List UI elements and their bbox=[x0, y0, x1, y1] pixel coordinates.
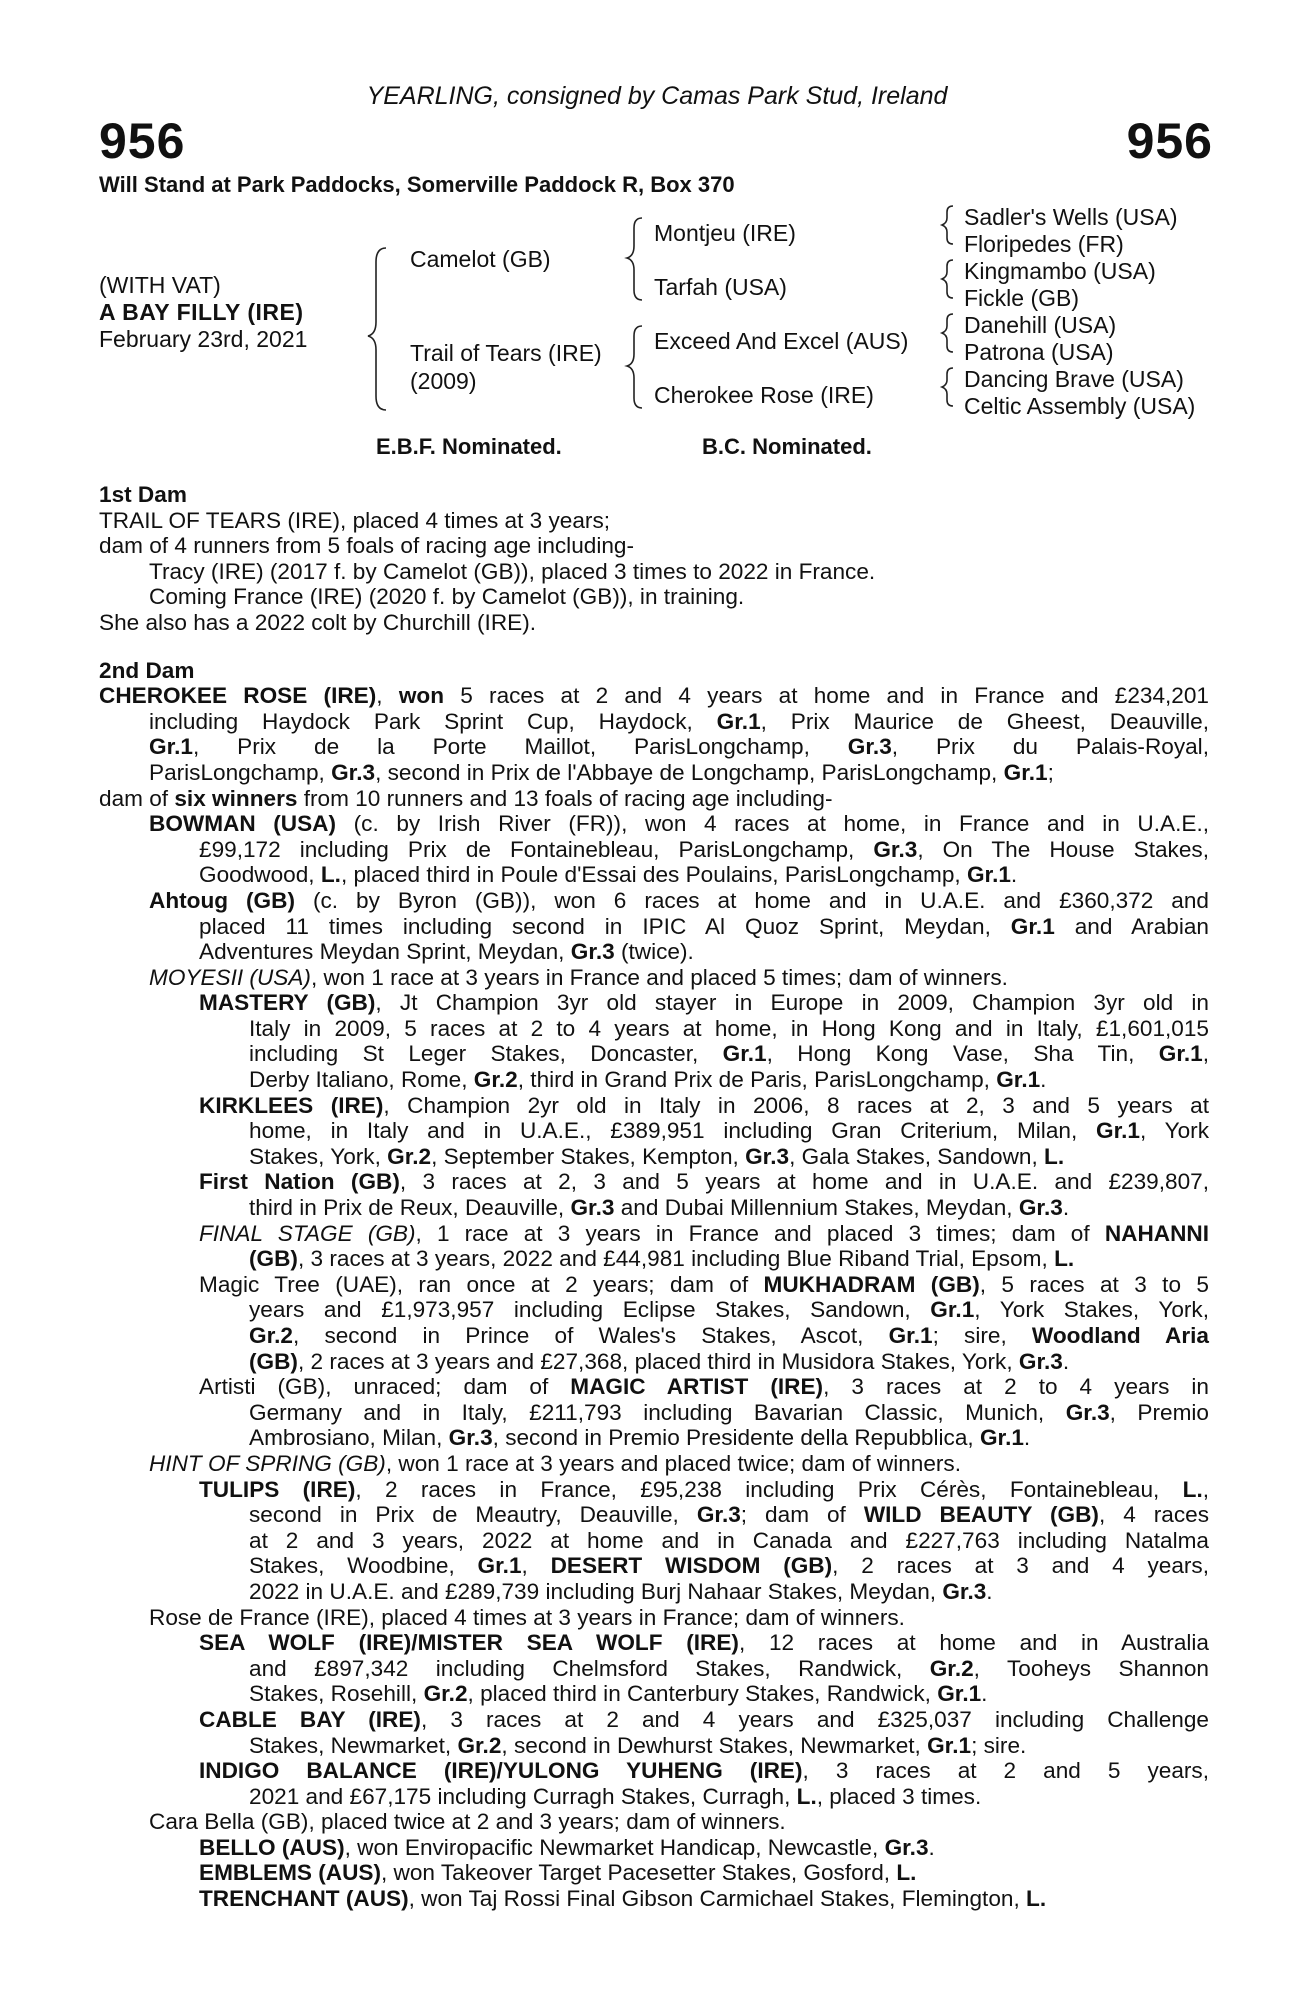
progeny-entry: Stakes, Rosehill, Gr.2, placed third in Canterbury Stakes, Randwick, Gr.1. bbox=[249, 1681, 988, 1707]
progeny-entry: CABLE BAY (IRE), 3 races at 2 and 4 years and £325,037 including Challenge bbox=[199, 1706, 1209, 1732]
progeny-entry: Rose de France (IRE), placed 4 times at 3 years in France; dam of winners. bbox=[149, 1604, 905, 1630]
second-dam-line: Gr.1, Prix de la Porte Maillot, ParisLongchamp, Gr.3, Prix du Palais-Royal, bbox=[149, 734, 1209, 760]
sire-dam: Tarfah (USA) bbox=[654, 274, 787, 300]
dam-dam: Cherokee Rose (IRE) bbox=[654, 382, 874, 408]
progeny-entry: (GB), 2 races at 3 years and £27,368, placed third in Musidora Stakes, York, Gr.3. bbox=[249, 1348, 1070, 1374]
pedigree-notes bbox=[99, 482, 1209, 1912]
dam-name: Trail of Tears (IRE) bbox=[410, 340, 602, 366]
progeny-entry: MOYESII (USA), won 1 race at 3 years in France and placed 5 times; dam of winners. bbox=[149, 964, 1008, 990]
progeny-entry: TRENCHANT (AUS), won Taj Rossi Final Gibson Carmichael Stakes, Flemington, L. bbox=[199, 1886, 1047, 1912]
ebf-nomination: E.B.F. Nominated. bbox=[376, 434, 562, 459]
progeny-entry: Magic Tree (UAE), ran once at 2 years; dam of MUKHADRAM (GB), 5 races at 3 to 5 bbox=[199, 1271, 1209, 1297]
progeny-entry: BOWMAN (USA) (c. by Irish River (FR)), won 4 races at home, in France and in U.A.E., bbox=[149, 811, 1209, 837]
gen3-8: Celtic Assembly (USA) bbox=[964, 393, 1196, 419]
first-dam-produce: dam of 4 runners from 5 foals of racing age including- bbox=[99, 533, 635, 559]
gen3-3: Kingmambo (USA) bbox=[964, 258, 1156, 284]
progeny-entry: home, in Italy and in U.A.E., £389,951 including Gran Criterium, Milan, Gr.1, York bbox=[249, 1118, 1209, 1144]
vat-note: (WITH VAT) bbox=[99, 272, 221, 298]
progeny-entry: MASTERY (GB), Jt Champion 3yr old stayer in Europe in 2009, Champion 3yr old in bbox=[199, 990, 1209, 1016]
progeny-entry: INDIGO BALANCE (IRE)/YULONG YUHENG (IRE), 3 races at 2 and 5 years, bbox=[199, 1758, 1209, 1784]
gen3-7: Dancing Brave (USA) bbox=[964, 366, 1184, 392]
progeny-entry: Gr.2, second in Prince of Wales's Stakes, Ascot, Gr.1; sire, Woodland Aria bbox=[249, 1323, 1209, 1348]
progeny-entry: Germany and in Italy, £211,793 including Bavarian Classic, Munich, Gr.3, Premio bbox=[249, 1399, 1209, 1425]
progeny-entry: Ahtoug (GB) (c. by Byron (GB)), won 6 races at home and in U.A.E. and £360,372 and bbox=[149, 887, 1209, 913]
progeny-entry: FINAL STAGE (GB), 1 race at 3 years in France and placed 3 times; dam of NAHANNI bbox=[199, 1220, 1209, 1246]
lot-number-right: 956 bbox=[1126, 113, 1213, 169]
progeny-entry: Stakes, York, Gr.2, September Stakes, Kempton, Gr.3, Gala Stakes, Sandown, L. bbox=[249, 1143, 1065, 1169]
progeny-entry: including St Leger Stakes, Doncaster, Gr.1, Hong Kong Vase, Sha Tin, Gr.1, bbox=[249, 1041, 1209, 1067]
first-dam-note: She also has a 2022 colt by Churchill (IRE). bbox=[99, 609, 537, 635]
second-dam-heading: 2nd Dam bbox=[99, 657, 195, 683]
second-dam-line: ParisLongchamp, Gr.3, second in Prix de l'Abbaye de Longchamp, ParisLongchamp, Gr.1; bbox=[149, 759, 1054, 785]
first-dam-heading: 1st Dam bbox=[99, 482, 187, 507]
second-dam-line: dam of six winners from 10 runners and 13 foals of racing age including- bbox=[99, 785, 833, 811]
gen3-5: Danehill (USA) bbox=[964, 312, 1117, 338]
progeny-entry: Ambrosiano, Milan, Gr.3, second in Premio Presidente della Repubblica, Gr.1. bbox=[249, 1425, 1031, 1451]
progeny-entry: £99,172 including Prix de Fontainebleau, ParisLongchamp, Gr.3, On The House Stakes, bbox=[199, 836, 1209, 862]
sale-subtitle: YEARLING, consigned by Camas Park Stud, Ireland bbox=[366, 82, 948, 110]
dam-sire: Exceed And Excel (AUS) bbox=[654, 328, 909, 354]
first-dam-line: TRAIL OF TEARS (IRE), placed 4 times at 3 years; bbox=[99, 507, 611, 533]
progeny-entry: 2022 in U.A.E. and £289,739 including Burj Nahaar Stakes, Meydan, Gr.3. bbox=[249, 1578, 993, 1604]
progeny-entry: placed 11 times including second in IPIC Al Quoz Sprint, Meydan, Gr.1 and Arabian bbox=[199, 913, 1209, 939]
progeny-entry: years and £1,973,957 including Eclipse Stakes, Sandown, Gr.1, York Stakes, York, bbox=[249, 1297, 1210, 1323]
progeny-entry: at 2 and 3 years, 2022 at home and in Canada and £227,763 including Natalma bbox=[249, 1527, 1209, 1553]
progeny-entry: third in Prix de Reux, Deauville, Gr.3 and Dubai Millennium Stakes, Meydan, Gr.3. bbox=[249, 1195, 1070, 1221]
progeny-entry: SEA WOLF (IRE)/MISTER SEA WOLF (IRE), 12 races at home and in Australia bbox=[199, 1630, 1209, 1656]
gen3-6: Patrona (USA) bbox=[964, 339, 1114, 365]
gen3-4: Fickle (GB) bbox=[964, 285, 1079, 311]
progeny-entry: (GB), 3 races at 3 years, 2022 and £44,981 including Blue Riband Trial, Epsom, L. bbox=[249, 1246, 1075, 1272]
progeny-entry: Cara Bella (GB), placed twice at 2 and 3 years; dam of winners. bbox=[149, 1809, 786, 1835]
bc-nomination: B.C. Nominated. bbox=[702, 434, 872, 459]
horse-name: A BAY FILLY (IRE) bbox=[99, 299, 304, 325]
progeny-entry: HINT OF SPRING (GB), won 1 race at 3 years and placed twice; dam of winners. bbox=[149, 1450, 962, 1476]
progeny-entry: BELLO (AUS), won Enviropacific Newmarket Handicap, Newcastle, Gr.3. bbox=[199, 1834, 935, 1860]
progeny-entry: Italy in 2009, 5 races at 2 to 4 years at home, in Hong Kong and in Italy, £1,601,015 bbox=[249, 1015, 1209, 1041]
progeny-entry: second in Prix de Meautry, Deauville, Gr.3; dam of WILD BEAUTY (GB), 4 races bbox=[249, 1502, 1209, 1528]
progeny-entry: Derby Italiano, Rome, Gr.2, third in Grand Prix de Paris, ParisLongchamp, Gr.1. bbox=[249, 1067, 1047, 1093]
progeny-entry: TULIPS (IRE), 2 races in France, £95,238 including Prix Cérès, Fontainebleau, L., bbox=[199, 1476, 1210, 1502]
progeny-entry: and £897,342 including Chelmsford Stakes, Randwick, Gr.2, Tooheys Shannon bbox=[249, 1655, 1209, 1681]
foaling-date: February 23rd, 2021 bbox=[99, 326, 308, 352]
progeny-entry: KIRKLEES (IRE), Champion 2yr old in Italy in 2006, 8 races at 2, 3 and 5 years at bbox=[199, 1092, 1209, 1118]
progeny-entry: 2021 and £67,175 including Curragh Stakes, Curragh, L., placed 3 times. bbox=[249, 1783, 982, 1809]
dam-year: (2009) bbox=[410, 368, 477, 394]
progeny-entry: Artisti (GB), unraced; dam of MAGIC ARTIST (IRE), 3 races at 2 to 4 years in bbox=[199, 1374, 1209, 1400]
produce-item: Tracy (IRE) (2017 f. by Camelot (GB)), placed 3 times to 2022 in France. bbox=[149, 558, 876, 584]
produce-item: Coming France (IRE) (2020 f. by Camelot (GB)), in training. bbox=[149, 584, 745, 610]
sire-sire: Montjeu (IRE) bbox=[654, 220, 796, 246]
progeny-entry: First Nation (GB), 3 races at 2, 3 and 5 years at home and in U.A.E. and £239,807, bbox=[199, 1169, 1209, 1195]
progeny-entry: Goodwood, L., placed third in Poule d'Essai des Poulains, ParisLongchamp, Gr.1. bbox=[199, 862, 1018, 888]
gen3-1: Sadler's Wells (USA) bbox=[964, 204, 1178, 230]
second-dam-line: CHEROKEE ROSE (IRE), won 5 races at 2 and 4 years at home and in France and £234,201 bbox=[99, 683, 1209, 709]
gen3-2: Floripedes (FR) bbox=[964, 231, 1124, 257]
progeny-entry: Adventures Meydan Sprint, Meydan, Gr.3 (twice). bbox=[199, 939, 694, 965]
progeny-entry: Stakes, Newmarket, Gr.2, second in Dewhurst Stakes, Newmarket, Gr.1; sire. bbox=[249, 1732, 1027, 1758]
lot-number-left: 956 bbox=[99, 113, 186, 169]
second-dam-line: including Haydock Park Sprint Cup, Haydock, Gr.1, Prix Maurice de Gheest, Deauville, bbox=[149, 708, 1209, 734]
sire-name: Camelot (GB) bbox=[410, 246, 551, 272]
progeny-entry: EMBLEMS (AUS), won Takeover Target Pacesetter Stakes, Gosford, L. bbox=[199, 1860, 917, 1886]
stand-location: Will Stand at Park Paddocks, Somerville Paddock R, Box 370 bbox=[99, 172, 735, 197]
progeny-entry: Stakes, Woodbine, Gr.1, DESERT WISDOM (GB), 2 races at 3 and 4 years, bbox=[249, 1553, 1209, 1579]
